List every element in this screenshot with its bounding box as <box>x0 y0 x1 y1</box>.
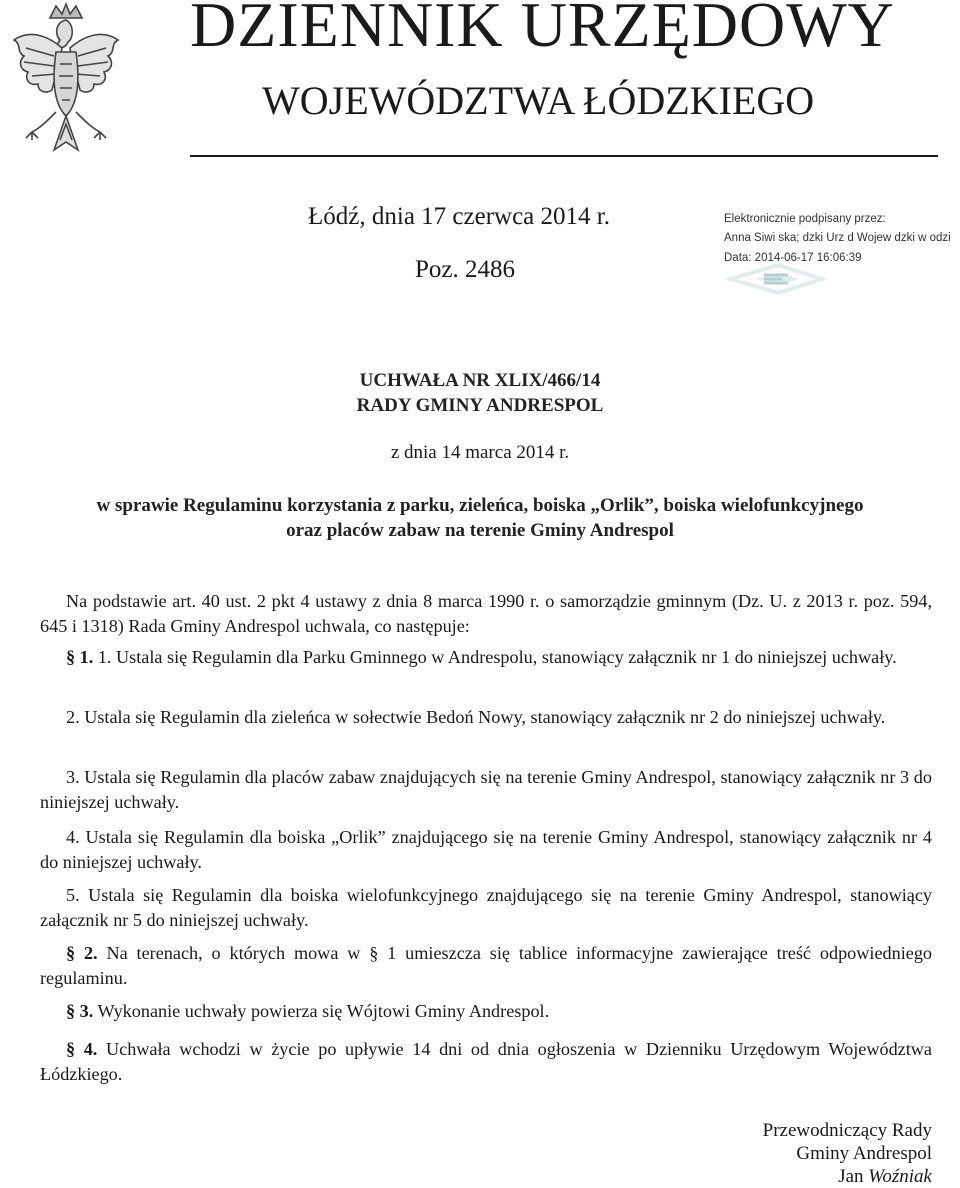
act-subject-line-2: oraz placów zabaw na terenie Gminy Andrespol <box>286 520 674 541</box>
section-1-point-3: 3. Ustala się Regulamin dla placów zabaw znajdujących się na terenie Gminy Andrespol, stanowiący załącznik nr 3 do niniejszej uchwały. <box>40 767 932 812</box>
signatory-role-line-2: Gminy Andrespol <box>796 1143 932 1164</box>
electronic-signature-stamp <box>724 211 960 301</box>
e-signature-logo-icon <box>724 259 828 303</box>
section-1-point-1: § 1. 1. Ustala się Regulamin dla Parku Gminnego w Andrespolu, stanowiący załącznik nr 1 do niniejszej uchwały. <box>66 647 897 667</box>
preamble: Na podstawie art. 40 ust. 2 pkt 4 ustawy z dnia 8 marca 1990 r. o samorządzie gminnym (Dz. U. z 2013 r. poz. 594, 645 i 1318) Rada Gminy Andrespol uchwala, co następuje: <box>40 591 932 636</box>
signature-signer: Anna Siwi ska; dzki Urz d Wojew dzki w odzi <box>724 232 951 244</box>
section-mark: § 1. <box>66 647 94 667</box>
publication-place-date: Łódź, dnia 17 czerwca 2014 r. <box>308 203 610 230</box>
signatory-block <box>763 1119 932 1188</box>
section-4: § 4. Uchwała wchodzi w życie po upływie 14 dni od dnia ogłoszenia w Dzienniku Urzędowym Województwa Łódzkiego. <box>40 1039 933 1084</box>
position-number: Poz. 2486 <box>415 256 515 283</box>
section-3: § 3. Wykonanie uchwały powierza się Wójtowi Gminy Andrespol. <box>66 1001 550 1021</box>
header-divider <box>190 155 938 157</box>
signatory-last-name: Woźniak <box>868 1166 932 1187</box>
section-1-point-4: 4. Ustala się Regulamin dla boiska „Orlik” znajdującego się na terenie Gminy Andrespol, stanowiący załącznik nr 4 do niniejszej uchwały. <box>40 827 932 872</box>
section-mark: § 4. <box>66 1039 98 1059</box>
polish-eagle-emblem-icon <box>6 0 126 160</box>
journal-subtitle: WOJEWÓDZTWA ŁÓDZKIEGO <box>262 78 815 123</box>
act-issuing-body: RADY GMINY ANDRESPOL <box>356 395 604 416</box>
section-1-point-2: 2. Ustala się Regulamin dla zieleńca w sołectwie Bedoń Nowy, stanowiący załącznik nr 2 do niniejszej uchwały. <box>66 707 886 727</box>
signature-date: Data: 2014-06-17 16:06:39 <box>724 252 862 264</box>
signatory-first-name: Jan <box>838 1166 864 1187</box>
signatory-role-line-1: Przewodniczący Rady <box>762 1120 932 1141</box>
section-2: § 2. Na terenach, o których mowa w § 1 umieszcza się tablice informacyjne zawierające treść odpowiedniego regulaminu. <box>40 943 933 988</box>
act-subject-line-1: w sprawie Regulaminu korzystania z parku, zieleńca, boiska „Orlik”, boiska wielofunkcyjnego <box>96 495 864 516</box>
signature-label: Elektronicznie podpisany przez: <box>724 213 886 225</box>
section-mark: § 2. <box>66 943 98 963</box>
act-date: z dnia 14 marca 2014 r. <box>390 442 570 463</box>
section-1-point-5: 5. Ustala się Regulamin dla boiska wielofunkcyjnego znajdującego się na terenie Gminy Andrespol, stanowiący załącznik nr 5 do niniejszej uchwały. <box>40 885 932 930</box>
journal-title: DZIENNIK URZĘDOWY <box>190 0 895 60</box>
act-number: UCHWAŁA NR XLIX/466/14 <box>359 370 601 391</box>
section-mark: § 3. <box>66 1001 94 1021</box>
